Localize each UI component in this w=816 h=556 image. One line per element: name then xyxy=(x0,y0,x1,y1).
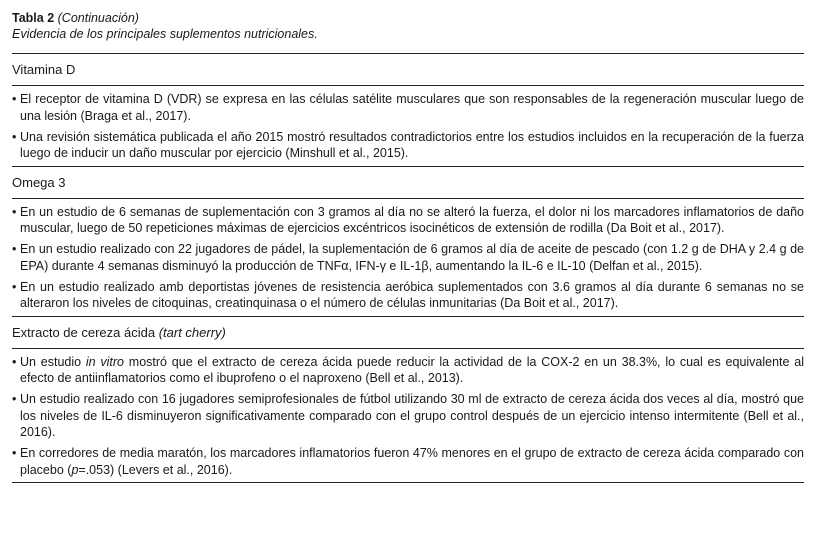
bullet-item: • En un estudio de 6 semanas de suplementación con 3 gramos al día no se alteró la fuerza, el dolor ni los marcadores inflamatorios de daño muscular, luego de 50 repeticiones máximas de ejercicios excéntricos isocinéticos de extensión de rodilla (Da Boit et al., 2017). xyxy=(12,204,804,237)
bullet-item: • En un estudio realizado amb deportistas jóvenes de resistencia aeróbica suplementados con 3.6 gramos al día durante 6 semanas no se alteraron los niveles de citoquinas, creatinquinasa o el número de células inmunitarias (Da Boit et al., 2017). xyxy=(12,279,804,312)
bullet-list xyxy=(12,349,804,483)
section-heading-text: Omega 3 xyxy=(12,174,66,190)
bullet-list xyxy=(12,86,804,166)
bullet-item: • En corredores de media maratón, los marcadores inflamatorios fueron 47% menores en el grupo de extracto de cereza ácida comparado con placebo (p=.053) (Levers et al., 2016). xyxy=(12,445,804,478)
section-heading xyxy=(12,317,804,348)
caption-title-line xyxy=(12,10,804,26)
bullet-item: • El receptor de vitamina D (VDR) se expresa en las células satélite musculares que son responsables de la regeneración muscular luego de una lesión (Braga et al., 2017). xyxy=(12,91,804,124)
section-heading-text: Extracto de cereza ácida xyxy=(12,324,156,340)
bullet-item: • Un estudio in vitro mostró que el extracto de cereza ácida puede reducir la actividad de la COX-2 en un 38.3%, lo cual es equivalente al efecto de antiinflamatorios como el ibuprofeno o el naproxeno (Bell et al., 2013). xyxy=(12,354,804,387)
caption-continuation: (Continuación) xyxy=(57,11,139,25)
caption-label: Tabla 2 xyxy=(12,11,55,25)
caption-subtitle: Evidencia de los principales suplementos nutricionales. xyxy=(12,27,318,41)
section-heading xyxy=(12,167,804,198)
bullet-list xyxy=(12,199,804,316)
bullet-item: • En un estudio realizado con 22 jugadores de pádel, la suplementación de 6 gramos al día de aceite de pescado (con 1.2 g de DHA y 2.4 g de EPA) durante 4 semanas disminuyó la producción de TNFα, IFN-γ e IL-1β, aumentando la IL-6 e IL-10 (Delfan et al., 2015). xyxy=(12,241,804,274)
section-heading xyxy=(12,54,804,85)
table-body xyxy=(12,54,804,483)
table-caption xyxy=(12,10,804,42)
bullet-item: • Un estudio realizado con 16 jugadores semiprofesionales de fútbol utilizando 30 ml de extracto de cereza ácida dos veces al día, mostró que los niveles de IL-6 disminuyeron significativamente comparado con el grupo control después de un ejercicio intenso intermitente (Bell et al., 2016). xyxy=(12,391,804,441)
section-heading-note: (tart cherry) xyxy=(158,324,226,340)
section-heading-text: Vitamina D xyxy=(12,62,76,77)
section-rule xyxy=(12,482,804,483)
bullet-item: • Una revisión sistemática publicada el año 2015 mostró resultados contradictorios entre los estudios incluidos en la recuperación de la fuerza luego de inducir un daño muscular por ejercicio (Minshull et al., 2015). xyxy=(12,129,804,162)
